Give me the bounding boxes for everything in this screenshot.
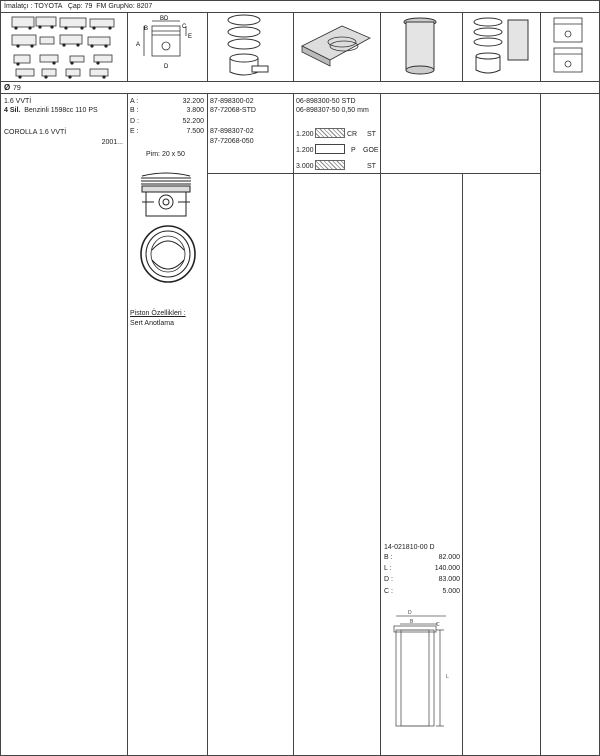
column-divider (462, 173, 463, 755)
column-divider (380, 93, 381, 755)
liner-dim-value: 140.000 (434, 565, 460, 572)
icon-row-bottom (0, 81, 600, 82)
dim-value: 52.200 (182, 118, 204, 125)
piston-dim-b: B (144, 26, 149, 32)
piston-code: 87-898307-02 (210, 128, 254, 135)
column-divider (207, 93, 208, 755)
liner-label-l: L (446, 674, 449, 680)
dim-value: 7.500 (186, 128, 204, 135)
icon-divider (293, 12, 294, 82)
ring-coat: P (351, 147, 356, 154)
icon-divider (540, 12, 541, 82)
piston-rings-icon (222, 14, 278, 80)
liner-dim-label: B : (384, 554, 393, 561)
diameter-symbol: Ø (4, 83, 11, 92)
cylinder-liner-icon (398, 16, 444, 78)
icon-divider (462, 12, 463, 82)
vehicle-model: COROLLA 1.6 VVTİ (4, 129, 67, 136)
liner-dim-value: 82.000 (438, 554, 460, 561)
piston-features-value: Sert Anotlama (130, 320, 174, 327)
manufacturer: TOYOTA (34, 3, 62, 10)
ring-type: GOE (363, 147, 379, 154)
column-divider (540, 93, 541, 755)
group-no: 8207 (136, 3, 153, 10)
liner-dim-value: 83.000 (438, 576, 460, 583)
piston-pair-icon (548, 16, 592, 76)
ring-code: 06-898300-50 STD (296, 98, 356, 105)
header-divider (0, 12, 600, 13)
ring-set-tray-icon (300, 24, 374, 70)
liner-label-c: C (436, 622, 440, 628)
ring-width: 3.000 (296, 163, 314, 170)
liner-dim-value: 5.000 (442, 588, 460, 595)
piston-dim-a: A (136, 42, 141, 48)
liner-drawing (386, 606, 460, 730)
row-divider (207, 173, 541, 174)
ring-width: 1.200 (296, 131, 314, 138)
pin-size: Pim: 20 x 50 (146, 151, 185, 158)
liner-dim-label: D : (384, 576, 393, 583)
piston-side-drawing (138, 172, 194, 222)
ring-profile-icon (315, 144, 345, 154)
dim-label: A : (130, 98, 139, 105)
diameter: 79 (84, 3, 93, 10)
liner-label-d: D (408, 610, 412, 616)
piston-top-drawing (138, 224, 198, 286)
piston-dim-c: C (182, 24, 187, 30)
ring-profile-icon (315, 128, 345, 138)
dim-value: 3.800 (186, 107, 204, 114)
diameter-row-value: 79 (13, 85, 21, 92)
vehicle-types-icon (10, 15, 120, 79)
dim-value: 32.200 (182, 98, 204, 105)
liner-label-b: B (410, 619, 414, 625)
piston-code: 87-898300-02 (210, 98, 254, 105)
ring-profile-icon (315, 160, 345, 170)
column-divider (127, 93, 128, 755)
ring-type: ST (367, 131, 376, 138)
engine-spec: Benzinli 1598cc 110 PS (24, 107, 98, 114)
diameter-row-divider (0, 93, 600, 94)
ring-code: 06-898307-50 0,50 mm (296, 107, 369, 114)
group-label: FM GrupNo: (96, 3, 135, 10)
cylinder-count: 4 Sil. (4, 107, 21, 114)
piston-code: 87-72068-050 (210, 138, 254, 145)
model-year: 2001... (101, 139, 123, 146)
piston-dim-bd: BD (160, 16, 169, 22)
dim-label: E : (130, 128, 139, 135)
ring-width: 1.200 (296, 147, 314, 154)
liner-code: 14-021810-00 D (384, 544, 435, 551)
engine-kit-icon (470, 14, 536, 80)
piston-dim-d: D (164, 64, 169, 70)
manufacturer-label: İmalatçı : (4, 3, 33, 10)
icon-divider (127, 12, 128, 82)
icon-divider (207, 12, 208, 82)
liner-dim-label: C : (384, 588, 393, 595)
piston-dim-e: E (188, 34, 193, 40)
diameter-label: Çap: (67, 3, 83, 10)
ring-type: ST (367, 163, 376, 170)
dim-label: D : (130, 118, 139, 125)
icon-divider (380, 12, 381, 82)
engine-name: 1.6 VVTİ (4, 98, 32, 105)
piston-features-title: Piston Özellikleri : (130, 310, 186, 317)
piston-dimension-icon (134, 16, 200, 78)
liner-dim-label: L : (384, 565, 392, 572)
ring-coat: CR (347, 131, 358, 138)
piston-code: 87-72068-STD (210, 107, 256, 114)
header-bar (4, 2, 152, 11)
dim-label: B : (130, 107, 139, 114)
column-divider (293, 93, 294, 755)
